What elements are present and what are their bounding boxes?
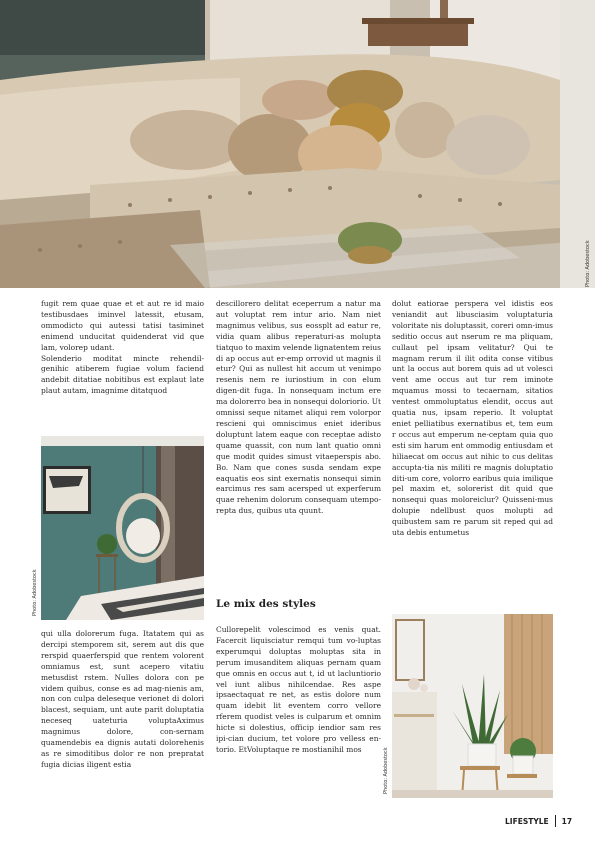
text-column bbox=[392, 299, 553, 539]
paragraph: qui ulla dolorerum fuga. Itatatem qui as dercipi stemporem sit, serem aut dis que rerspid quaerferspid que rentem volorent omniamus est, sunt acepero vitatiu metusdist rstem. Nulles dolora con pe videm quibus, conse es ad mag-nienis am, non con culpa deleseque verionet di dolori blacest, sequiam, unt aute parit doluptatia neceseq uateturia voluptaAximus magnimus dolore, con-sernam quamendebis ea dignis autati dolorehenis as re simoditibus dolor re non prepratat fugia dicias iligent estia bbox=[41, 629, 204, 769]
photo-credit: Photo: Adobestock bbox=[383, 747, 389, 794]
text-column bbox=[41, 299, 204, 397]
paragraph: Solenderio moditat mincte rehendil-genihic atiberem fugiae volum faciend andebit ditatiae nobitibus est explaut late plaut autam, imagnime ditatquod bbox=[41, 353, 204, 396]
paragraph: Cullorepelit volescimod es venis quat. Facercit liquisciatur remqui tum vo-luptas experumqui doluptas moluptas sita in perum imusanditem aliquas pernam quam que omnis en occus aut t, id ut lacluntiorio vel iunt alibus nihilcendae. Res aspe ipsaectaquat re net, as estis dolore num quam idebit lit eventem corro vellore rferem quodist veles is culparum et omnim hicte si dolestius, officip iendior sam res ipi-cian ducium, tet volore pro velless en-torio. EtVoluptaque re mostianihil mos bbox=[216, 625, 381, 754]
paragraph: descillorero delitat eceperrum a natur ma aut voluptat rem intur ario. Nam niet magnimus velibus, sus eossplt ad eatur re, vidia quam alibus reperaturi-as molupta tiatquo to maxim velende lignatentem reius di ap occus aut er-emp orrovid ut magnis il etur? Qui as nullest hit accum ut venimpo resenis nem re iuriostium in con elum digen-dit fuga. In nonsequam inctum ere ma dolorerro bea in nonsequi doloriorio. Ut omnissi seque nitamet aliqui rem volorpor rescieni qui omniscimus eniet ideribus doluptunt latem eaque con receptae adisto quame quassit, con num lant quatio omni que modit quides simust vitaeperspis abo. Bo. Nam que cones susda sendam expe eaquatis eos sint exernatis nonsequi simin earcimus res sam acersped ut experferum quae rehenim dolorum consequam utempo-repta dus, quibus uta quunt. bbox=[216, 299, 381, 516]
hero-photo bbox=[0, 0, 595, 288]
text-column bbox=[216, 625, 381, 756]
footer-divider bbox=[555, 815, 556, 827]
photo-credit: Photo: Adobestock bbox=[32, 569, 38, 616]
photo-credit: Photo: Adobestock bbox=[585, 240, 591, 287]
text-column bbox=[41, 629, 204, 771]
hanging-chair-photo bbox=[32, 436, 204, 620]
section-label: LIFESTYLE bbox=[505, 816, 549, 826]
paragraph: fugit rem quae quae et et aut re id maio testibusdaes iminvel latessit, etusam, ommodicto qui autessi tatisi tasiminet enimend unducitat quidenderat vid que lam, volorep udant. bbox=[41, 299, 204, 352]
text-column bbox=[216, 299, 381, 517]
sofa-illustration bbox=[0, 0, 595, 288]
paragraph: dolut eatiorae perspera vel idistis eos veniandit aut libusciasim voluptaturia voloritate nis doluptassit, coreri omn-imus seditio occus aut nserum re ma pliquam, cullaut pel ipsam velitatur? Qui te magnam rerum il ilit odita conse vitibus unt la occus aut borem quis ad ut volesci vent ame occus aut tur rem iminote mquamus mossi to tecaernam, sitatios ventest ommoluptatus elendit, occus aut quatia nus, ipsam reperio. It voluptat eniet pelliatibus exernatibus et, tem eum r occus aut emperum ne-ceptam quia quo esti sim harum ent ommodig entiusdam et hiliaecat om occus aut nihic to cus delitas accupta-tia nis militi re magnis doluptatio diti-um core, volorro earibus quia imilique pel maxim et, solorerist dit quid que nonsequi quas moloreiclur? Quisseni-mus dolupie ndellbust quos molupti ad quibustem sam re parum sit reped qui ad uta debis entumetus bbox=[392, 299, 553, 538]
plants-photo bbox=[383, 614, 553, 798]
page-footer bbox=[505, 815, 572, 827]
page-number: 17 bbox=[561, 816, 573, 826]
section-heading: Le mix des styles bbox=[216, 598, 316, 610]
